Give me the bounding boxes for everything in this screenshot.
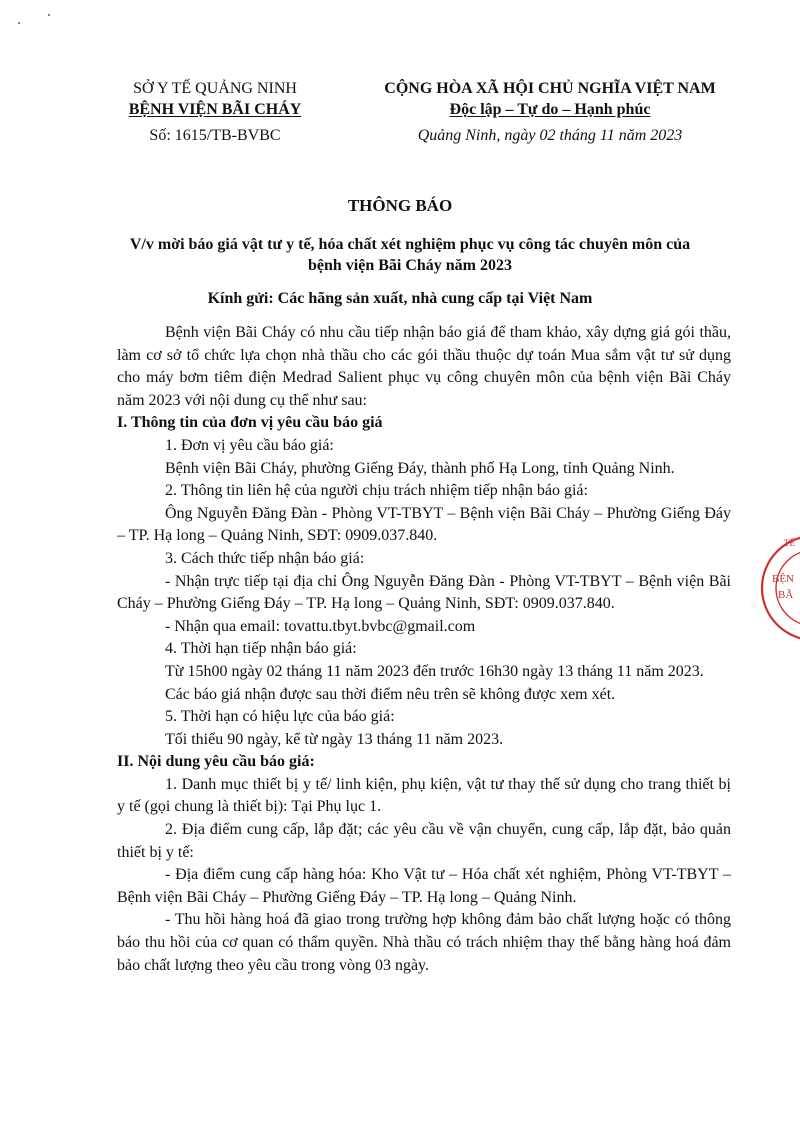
issuer-block [90,78,340,146]
s1-item2-label: 2. Thông tin liên hệ của người chịu trách nhiệm tiếp nhận báo giá: [165,482,588,500]
addressee: Kính gửi: Các hãng sản xuất, nhà cung cấp tại Việt Nam [207,290,593,307]
s1-item4-note: Các báo giá nhận được sau thời điểm nêu trên sẽ không được xem xét. [165,685,616,703]
subject-line-2: bệnh viện Bãi Cháy năm 2023 [307,257,513,274]
document-body [117,322,731,977]
s1-item5-value: Tối thiểu 90 ngày, kể từ ngày 13 tháng 11 năm 2023. [165,730,504,748]
s1-item3-direct: - Nhận trực tiếp tại địa chỉ Ông Nguyễn Đăng Đàn - Phòng VT-TBYT – Bệnh viện Bãi Cháy – Phường Giếng Đáy – TP. Hạ long – Quảng Ninh, SĐT: 0909.037.840. [117,572,731,613]
national-motto: Độc lập – Tự do – Hạnh phúc [449,101,651,118]
scan-speck [18,22,20,24]
scan-speck [48,14,50,16]
s1-item3-email: - Nhận qua email: tovattu.tbyt.bvbc@gmail.com [165,617,476,635]
hospital-name: BỆNH VIỆN BÃI CHÁY [128,101,302,118]
agency-name: SỞ Y TẾ QUẢNG NINH [133,80,297,97]
partial-red-seal [752,530,800,640]
svg-text:BỆN: BỆN [772,573,794,585]
section-2-heading: II. Nội dung yêu cầu báo giá: [117,753,315,771]
document-number: Số: 1615/TB-BVBC [149,127,281,144]
s1-item5-label: 5. Thời hạn có hiệu lực của báo giá: [165,708,395,726]
section-1-heading: I. Thông tin của đơn vị yêu cầu báo giá [117,414,383,432]
s1-item1-label: 1. Đơn vị yêu cầu báo giá: [165,436,334,454]
s1-item2-value: Ông Nguyễn Đăng Đàn - Phòng VT-TBYT – Bệnh viện Bãi Cháy – Phường Giếng Đáy – TP. Hạ long – Quảng Ninh, SĐT: 0909.037.840. [117,504,731,545]
s2-item1: 1. Danh mục thiết bị y tế/ linh kiện, phụ kiện, vật tư thay thế sử dụng cho trang thiết bị y tế (gọi chung là thiết bị): Tại Phụ lục 1. [117,775,731,816]
s2-item2-label: 2. Địa điểm cung cấp, lắp đặt; các yêu cầu về vận chuyển, cung cấp, lắp đặt, bảo quản thiết bị y tế: [117,821,731,861]
svg-text:TẾ: TẾ [784,538,795,548]
s2-item2-location: - Địa điểm cung cấp hàng hóa: Kho Vật tư – Hóa chất xét nghiệm, Phòng VT-TBYT – Bệnh viện Bãi Cháy – Phường Giếng Đáy – TP. Hạ long – Quảng Ninh. [117,866,731,906]
country-name: CỘNG HÒA XÃ HỘI CHỦ NGHĨA VIỆT NAM [384,80,716,97]
national-header [350,78,750,146]
subject-line-1: V/v mời báo giá vật tư y tế, hóa chất xét nghiệm phục vụ công tác chuyên môn của [129,236,691,253]
s2-item2-recall: - Thu hồi hàng hoá đã giao trong trường hợp không đảm bảo chất lượng hoặc có thông báo thu hồi của cơ quan có thẩm quyền. Nhà thầu có trách nhiệm thay thế bằng hàng hoá đảm bảo chất lượng theo yêu cầu trong vòng 03 ngày. [117,911,731,974]
document-subject [100,234,720,276]
intro-paragraph: Bệnh viện Bãi Cháy có nhu cầu tiếp nhận báo giá để tham khảo, xây dựng giá gói thầu, làm cơ sở tổ chức lựa chọn nhà thầu cho các gói thầu thuộc dự toán Mua sắm vật tư sử dụng cho máy bơm tiêm điện Medrad Salient phục vụ công chuyên môn của bệnh viện Bãi Cháy năm 2023 với nội dung cụ thể như sau: [117,324,731,409]
document-title: THÔNG BÁO [347,196,453,215]
place-date: Quảng Ninh, ngày 02 tháng 11 năm 2023 [417,127,683,144]
s1-item4-value: Từ 15h00 ngày 02 tháng 11 năm 2023 đến trước 16h30 ngày 13 tháng 11 năm 2023. [165,662,704,680]
seal-icon [752,530,800,640]
s1-item3-label: 3. Cách thức tiếp nhận báo giá: [165,549,365,567]
s1-item4-label: 4. Thời hạn tiếp nhận báo giá: [165,640,357,658]
svg-text:BÃ: BÃ [778,589,794,601]
s1-item1-value: Bệnh viện Bãi Cháy, phường Giếng Đáy, thành phố Hạ Long, tỉnh Quảng Ninh. [165,459,675,477]
